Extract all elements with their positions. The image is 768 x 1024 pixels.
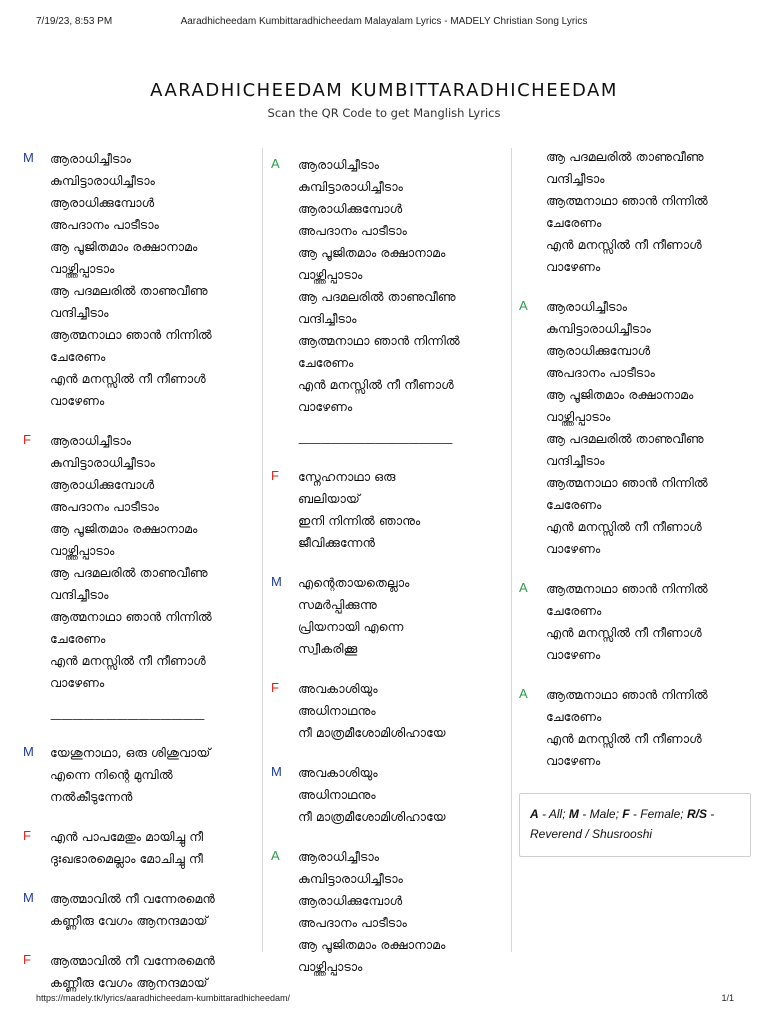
lyric-line: പ്രിയനായി എന്നെ <box>298 619 404 634</box>
lyric-line: കണ്ണീരു വേഗം ആനന്ദമായ് <box>50 975 208 990</box>
lyric-line: വാഴേണം <box>546 753 601 768</box>
print-timestamp: 7/19/23, 8:53 PM <box>36 16 113 27</box>
lyric-stanza <box>20 742 258 808</box>
lyric-line: എൻ മനസ്സിൽ നീ നീണാൾ <box>546 237 702 252</box>
singer-tag: F <box>23 828 31 843</box>
lyric-line: ആരാധിക്കുമ്പോൾ <box>50 477 155 492</box>
lyric-line: നീ മാത്രമീശോമിശിഹായേ <box>298 809 446 824</box>
lyric-stanza <box>268 154 508 418</box>
lyric-stanza <box>20 950 258 994</box>
lyric-line: കുമ്പിട്ടാരാധിച്ചീടാം <box>50 173 155 188</box>
lyric-stanza <box>20 888 258 932</box>
lyric-line: കുമ്പിട്ടാരാധിച്ചീടാം <box>546 321 651 336</box>
lyric-line: കുമ്പിട്ടാരാധിച്ചീടാം <box>50 455 155 470</box>
singer-tag: M <box>23 890 34 905</box>
lyric-line: അവകാശിയും <box>298 681 378 696</box>
lyric-line: ആരാധിക്കുമ്പോൾ <box>298 893 403 908</box>
lyric-line: വന്ദിച്ചീടാം <box>546 171 605 186</box>
lyric-line: വാഴേണം <box>50 675 105 690</box>
lyric-line: എൻ പാപമേതും മായിച്ചു നീ <box>50 829 204 844</box>
print-page-count: 1/1 <box>721 993 734 1003</box>
lyric-line: ആത്മാവിൽ നീ വന്നേരമെൻ <box>50 891 215 906</box>
print-page-title: Aaradhicheedam Kumbittaradhicheedam Malayalam Lyrics - MADELY Christian Song Lyrics <box>180 16 588 27</box>
lyric-line: കുമ്പിട്ടാരാധിച്ചീടാം <box>298 179 403 194</box>
lyric-line: ബലിയായ് <box>298 491 360 506</box>
lyric-line: അപദാനം പാടീടാം <box>298 915 407 930</box>
column-divider-2 <box>511 148 512 952</box>
lyric-line: ആത്മനാഥാ ഞാൻ നിന്നിൽ <box>546 193 708 208</box>
lyric-line: ആത്മനാഥാ ഞാൻ നിന്നിൽ <box>546 687 708 702</box>
lyric-line: വാഴ്ത്തിപ്പാടാം <box>298 959 363 974</box>
lyric-line: ആ പദമലരിൽ താണുവീണു <box>50 283 208 298</box>
lyric-line: ചേരേണം <box>546 215 602 230</box>
singer-tag: A <box>519 580 528 595</box>
lyric-line: എൻ മനസ്സിൽ നീ നീണാൾ <box>50 371 206 386</box>
lyric-stanza <box>516 578 754 666</box>
lyric-line: അധിനാഥനും <box>298 787 376 802</box>
lyric-line: ആ പൂജിതമാം രക്ഷാനാമം <box>50 521 198 536</box>
singer-tag: A <box>271 848 280 863</box>
singer-tag: A <box>519 298 528 313</box>
lyric-line: എന്റെതായതെല്ലാം <box>298 575 410 590</box>
lyric-line: ആ പദമലരിൽ താണുവീണു <box>50 565 208 580</box>
lyric-line: ആത്മനാഥാ ഞാൻ നിന്നിൽ <box>50 609 212 624</box>
lyric-line: അധിനാഥനും <box>298 703 376 718</box>
lyric-line: ഇനി നിന്നിൽ ഞാനും <box>298 513 421 528</box>
singer-tag: A <box>271 156 280 171</box>
singer-tag: M <box>23 150 34 165</box>
lyric-line: അപദാനം പാടീടാം <box>546 365 655 380</box>
lyric-line: കുമ്പിട്ടാരാധിച്ചീടാം <box>298 871 403 886</box>
lyric-line: ആരാധിച്ചീടാം <box>50 151 132 166</box>
lyric-line: ചേരേണം <box>546 709 602 724</box>
lyric-line: ചേരേണം <box>546 603 602 618</box>
lyric-line: ആത്മനാഥാ ഞാൻ നിന്നിൽ <box>546 475 708 490</box>
singer-legend <box>519 793 751 857</box>
lyric-line: ആരാധിക്കുമ്പോൾ <box>50 195 155 210</box>
lyric-stanza <box>268 466 508 554</box>
singer-tag: M <box>271 574 282 589</box>
singer-tag: F <box>271 680 279 695</box>
lyric-line: ചേരേണം <box>50 631 106 646</box>
lyric-stanza <box>516 684 754 772</box>
lyric-line: അവകാശിയും <box>298 765 378 780</box>
lyric-line: നൽകീടുന്നേൻ <box>50 789 133 804</box>
lyric-line: അപദാനം പാടീടാം <box>298 223 407 238</box>
legend-all-text: - All; <box>538 807 569 821</box>
lyric-line: ആ പദമലരിൽ താണുവീണു <box>546 431 704 446</box>
lyric-line: ആ പദമലരിൽ താണുവീണു <box>546 149 704 164</box>
lyric-line: ചേരേണം <box>50 349 106 364</box>
legend-rs-text: - Reverend / Shusrooshi <box>530 807 715 841</box>
singer-tag: F <box>271 468 279 483</box>
legend-female-key: F <box>622 807 630 821</box>
lyric-line: ചേരേണം <box>298 355 354 370</box>
song-title: AARADHICHEEDAM KUMBITTARADHICHEEDAM <box>150 80 618 101</box>
section-separator: —————————————— <box>298 436 452 450</box>
lyrics-column-1 <box>20 148 258 1012</box>
lyric-line: വന്ദിച്ചീടാം <box>50 305 109 320</box>
lyric-line: ആരാധിച്ചീടാം <box>50 433 132 448</box>
lyric-line: എൻ മനസ്സിൽ നീ നീണാൾ <box>546 731 702 746</box>
lyric-line: വാഴ്ത്തിപ്പാടാം <box>546 409 611 424</box>
legend-male-text: - Male; <box>578 807 623 821</box>
lyric-line: ആ പൂജിതമാം രക്ഷാനാമം <box>298 245 446 260</box>
lyric-stanza <box>20 430 258 694</box>
lyric-stanza <box>268 762 508 828</box>
lyric-line: ആത്മനാഥാ ഞാൻ നിന്നിൽ <box>50 327 212 342</box>
lyric-line: ആത്മനാഥാ ഞാൻ നിന്നിൽ <box>298 333 460 348</box>
lyric-line: വാഴ്ത്തിപ്പാടാം <box>50 543 115 558</box>
lyric-line: ആരാധിക്കുമ്പോൾ <box>298 201 403 216</box>
lyric-line: സമർപ്പിക്കുന്നു <box>298 597 377 612</box>
lyric-line: വന്ദിച്ചീടാം <box>546 453 605 468</box>
lyric-line: വാഴേണം <box>298 399 353 414</box>
lyric-line: ചേരേണം <box>546 497 602 512</box>
column-divider-1 <box>262 148 263 952</box>
song-subtitle: Scan the QR Code to get Manglish Lyrics <box>267 106 501 120</box>
lyric-line: സ്വീകരിക്കൂ <box>298 641 358 656</box>
lyric-line: എൻ മനസ്സിൽ നീ നീണാൾ <box>298 377 454 392</box>
lyric-line: നീ മാത്രമീശോമിശിഹായേ <box>298 725 446 740</box>
legend-rs-key: R/S <box>686 807 707 821</box>
lyric-line: ആ പൂജിതമാം രക്ഷാനാമം <box>546 387 694 402</box>
lyric-line: ആരാധിക്കുമ്പോൾ <box>546 343 651 358</box>
lyrics-column-3 <box>516 146 754 790</box>
lyric-stanza <box>268 572 508 660</box>
lyrics-column-2 <box>268 154 508 996</box>
lyric-line: ആത്മാവിൽ നീ വന്നേരമെൻ <box>50 953 215 968</box>
lyric-line: ആ പദമലരിൽ താണുവീണു <box>298 289 456 304</box>
lyric-line: ആ പൂജിതമാം രക്ഷാനാമം <box>50 239 198 254</box>
lyric-line: സ്നേഹനാഥാ ഒരു <box>298 469 396 484</box>
lyric-stanza <box>516 146 754 278</box>
lyric-line: വാഴ്ത്തിപ്പാടാം <box>298 267 363 282</box>
lyric-line: വാഴേണം <box>50 393 105 408</box>
lyric-line: എൻ മനസ്സിൽ നീ നീണാൾ <box>50 653 206 668</box>
lyric-line: ആരാധിച്ചീടാം <box>546 299 628 314</box>
lyric-line: ആരാധിച്ചീടാം <box>298 157 380 172</box>
lyric-line: യേശുനാഥാ, ഒരു ശിശുവായ് <box>50 745 211 760</box>
lyric-line: എൻ മനസ്സിൽ നീ നീണാൾ <box>546 625 702 640</box>
print-url: https://madely.tk/lyrics/aaradhicheedam-kumbittaradhicheedam/ <box>36 993 290 1003</box>
singer-tag: A <box>519 686 528 701</box>
section-separator: —————————————— <box>50 712 204 726</box>
legend-all-key: A <box>530 807 539 821</box>
lyric-stanza <box>20 826 258 870</box>
singer-tag: M <box>23 744 34 759</box>
lyric-line: എന്നെ നിന്റെ മുമ്പിൽ <box>50 767 173 782</box>
lyric-line: വാഴേണം <box>546 647 601 662</box>
lyric-line: വാഴേണം <box>546 541 601 556</box>
lyric-line: വന്ദിച്ചീടാം <box>50 587 109 602</box>
singer-tag: F <box>23 432 31 447</box>
lyric-stanza <box>20 148 258 412</box>
lyric-line: വാഴേണം <box>546 259 601 274</box>
lyric-line: എൻ മനസ്സിൽ നീ നീണാൾ <box>546 519 702 534</box>
legend-male-key: M <box>568 807 579 821</box>
lyric-line: ജീവിക്കുന്നേൻ <box>298 535 376 550</box>
lyric-line: വാഴ്ത്തിപ്പാടാം <box>50 261 115 276</box>
lyric-line: കണ്ണീരു വേഗം ആനന്ദമായ് <box>50 913 208 928</box>
lyric-line: ആത്മനാഥാ ഞാൻ നിന്നിൽ <box>546 581 708 596</box>
lyric-line: വന്ദിച്ചീടാം <box>298 311 357 326</box>
lyric-line: ദുഃഖഭാരമെല്ലാം മോചിച്ചു നീ <box>50 851 203 866</box>
lyric-line: അപദാനം പാടീടാം <box>50 217 159 232</box>
lyric-stanza <box>516 296 754 560</box>
lyric-line: ആ പൂജിതമാം രക്ഷാനാമം <box>298 937 446 952</box>
lyric-stanza <box>268 678 508 744</box>
lyric-line: ആരാധിച്ചീടാം <box>298 849 380 864</box>
lyric-stanza <box>268 846 508 978</box>
singer-tag: M <box>271 764 282 779</box>
singer-tag: F <box>23 952 31 967</box>
legend-female-text: - Female; <box>629 807 687 821</box>
lyric-line: അപദാനം പാടീടാം <box>50 499 159 514</box>
